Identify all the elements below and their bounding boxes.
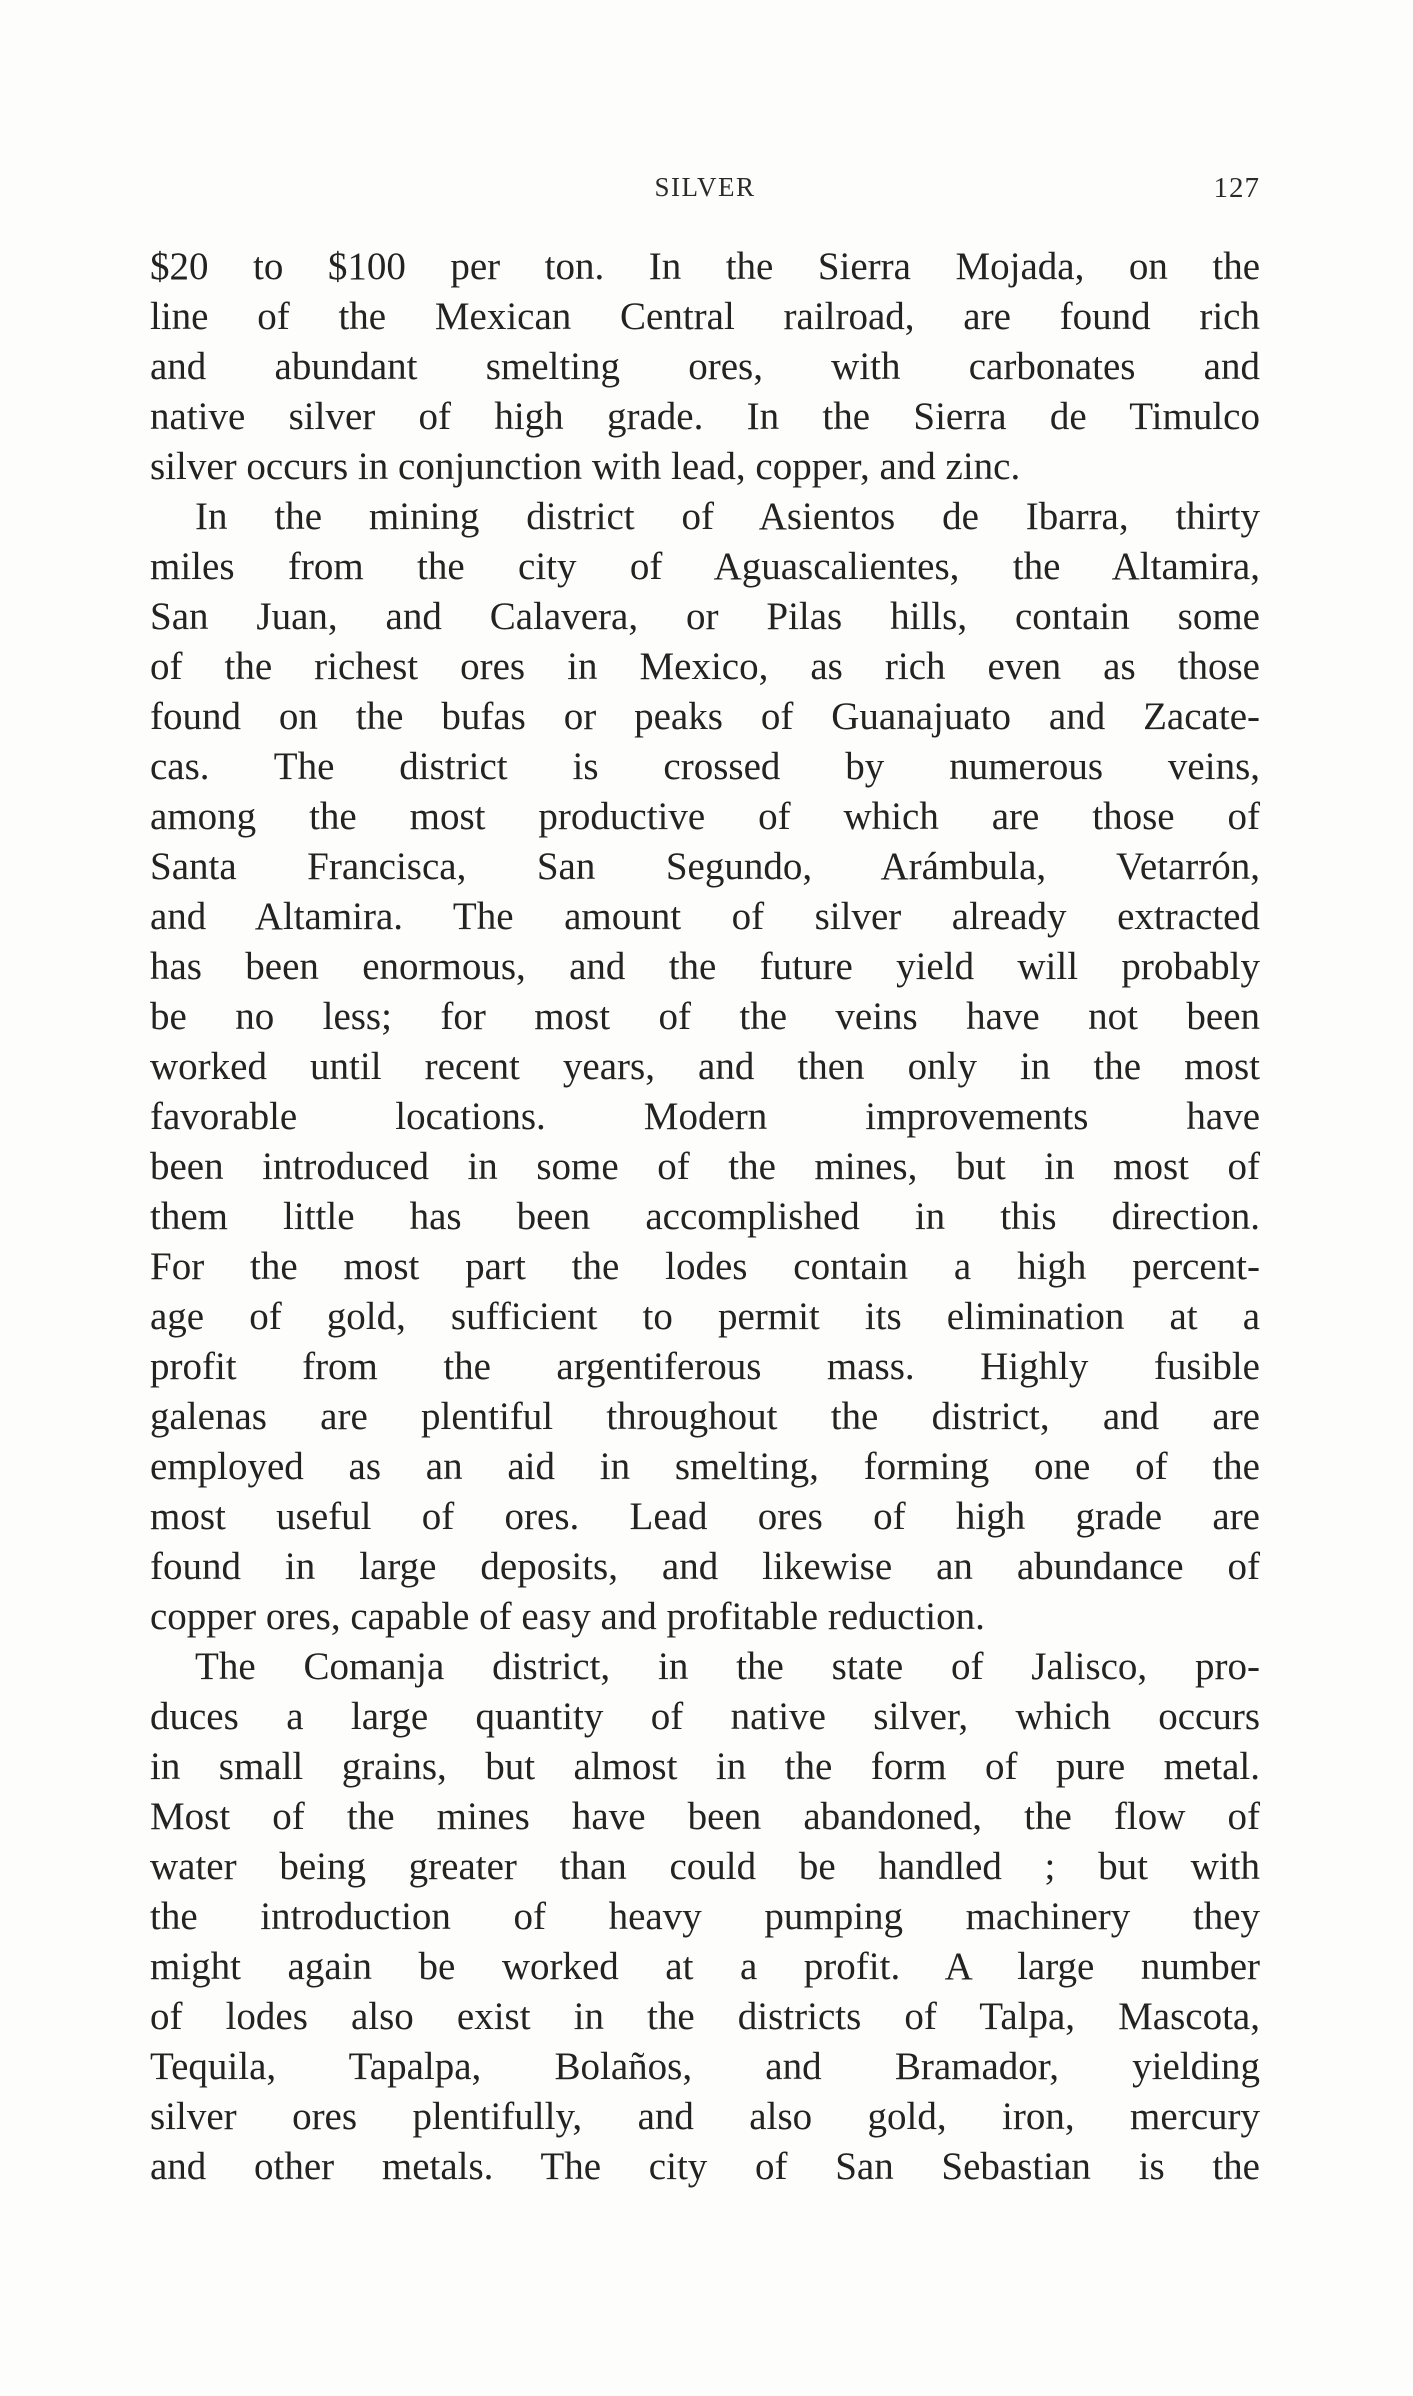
text-line: water being greater than could be handled ; but with: [150, 1845, 1260, 1888]
text-line: San Juan, and Calavera, or Pilas hills, contain some: [150, 595, 1260, 638]
text-line: age of gold, sufficient to permit its elimination at a: [150, 1295, 1260, 1338]
text-line: and other metals. The city of San Sebastian is the: [150, 2145, 1260, 2188]
text-line: most useful of ores. Lead ores of high grade are: [150, 1495, 1260, 1538]
text-line: worked until recent years, and then only in the most: [150, 1045, 1260, 1088]
text-line: silver ores plentifully, and also gold, iron, mercury: [150, 2095, 1260, 2138]
text-line: among the most productive of which are those of: [150, 795, 1260, 838]
text-line: favorable locations. Modern improvements have: [150, 1095, 1260, 1138]
text-line: of lodes also exist in the districts of Talpa, Mascota,: [150, 1995, 1260, 2038]
paragraph-start-line: In the mining district of Asientos de Ibarra, thirty: [195, 495, 1260, 538]
paragraph-start-line: The Comanja district, in the state of Jalisco, pro-: [195, 1645, 1260, 1688]
text-line: might again be worked at a profit. A large number: [150, 1945, 1260, 1988]
page-number: 127: [1213, 172, 1260, 204]
running-head: [150, 172, 1260, 212]
text-line: been introduced in some of the mines, but in most of: [150, 1145, 1260, 1188]
text-line: profit from the argentiferous mass. Highly fusible: [150, 1345, 1260, 1388]
text-line: be no less; for most of the veins have not been: [150, 995, 1260, 1038]
text-line: found on the bufas or peaks of Guanajuato and Zacate-: [150, 695, 1260, 738]
text-line: line of the Mexican Central railroad, are found rich: [150, 295, 1260, 338]
text-line: For the most part the lodes contain a high percent-: [150, 1245, 1260, 1288]
text-line: miles from the city of Aguascalientes, the Altamira,: [150, 545, 1260, 588]
text-line: found in large deposits, and likewise an abundance of: [150, 1545, 1260, 1588]
text-line: and abundant smelting ores, with carbonates and: [150, 345, 1260, 388]
text-line: in small grains, but almost in the form of pure metal.: [150, 1745, 1260, 1788]
text-line: $20 to $100 per ton. In the Sierra Mojada, on the: [150, 245, 1260, 288]
text-line: Santa Francisca, San Segundo, Arámbula, Vetarrón,: [150, 845, 1260, 888]
page-title: SILVER: [654, 172, 756, 202]
text-line: them little has been accomplished in this direction.: [150, 1195, 1260, 1238]
text-line: duces a large quantity of native silver, which occurs: [150, 1695, 1260, 1738]
text-line: and Altamira. The amount of silver already extracted: [150, 895, 1260, 938]
text-line: native silver of high grade. In the Sierra de Timulco: [150, 395, 1260, 438]
text-line: copper ores, capable of easy and profitable reduction.: [150, 1595, 985, 1638]
text-line: Most of the mines have been abandoned, the flow of: [150, 1795, 1260, 1838]
text-line: employed as an aid in smelting, forming one of the: [150, 1445, 1260, 1488]
text-line: Tequila, Tapalpa, Bolaños, and Bramador, yielding: [150, 2045, 1260, 2088]
text-line: the introduction of heavy pumping machinery they: [150, 1895, 1260, 1938]
text-line: of the richest ores in Mexico, as rich even as those: [150, 645, 1260, 688]
text-line: galenas are plentiful throughout the district, and are: [150, 1395, 1260, 1438]
text-line: has been enormous, and the future yield will probably: [150, 945, 1260, 988]
body-text: [150, 242, 1260, 2192]
text-line: cas. The district is crossed by numerous veins,: [150, 745, 1260, 788]
text-line: silver occurs in conjunction with lead, copper, and zinc.: [150, 445, 1021, 488]
